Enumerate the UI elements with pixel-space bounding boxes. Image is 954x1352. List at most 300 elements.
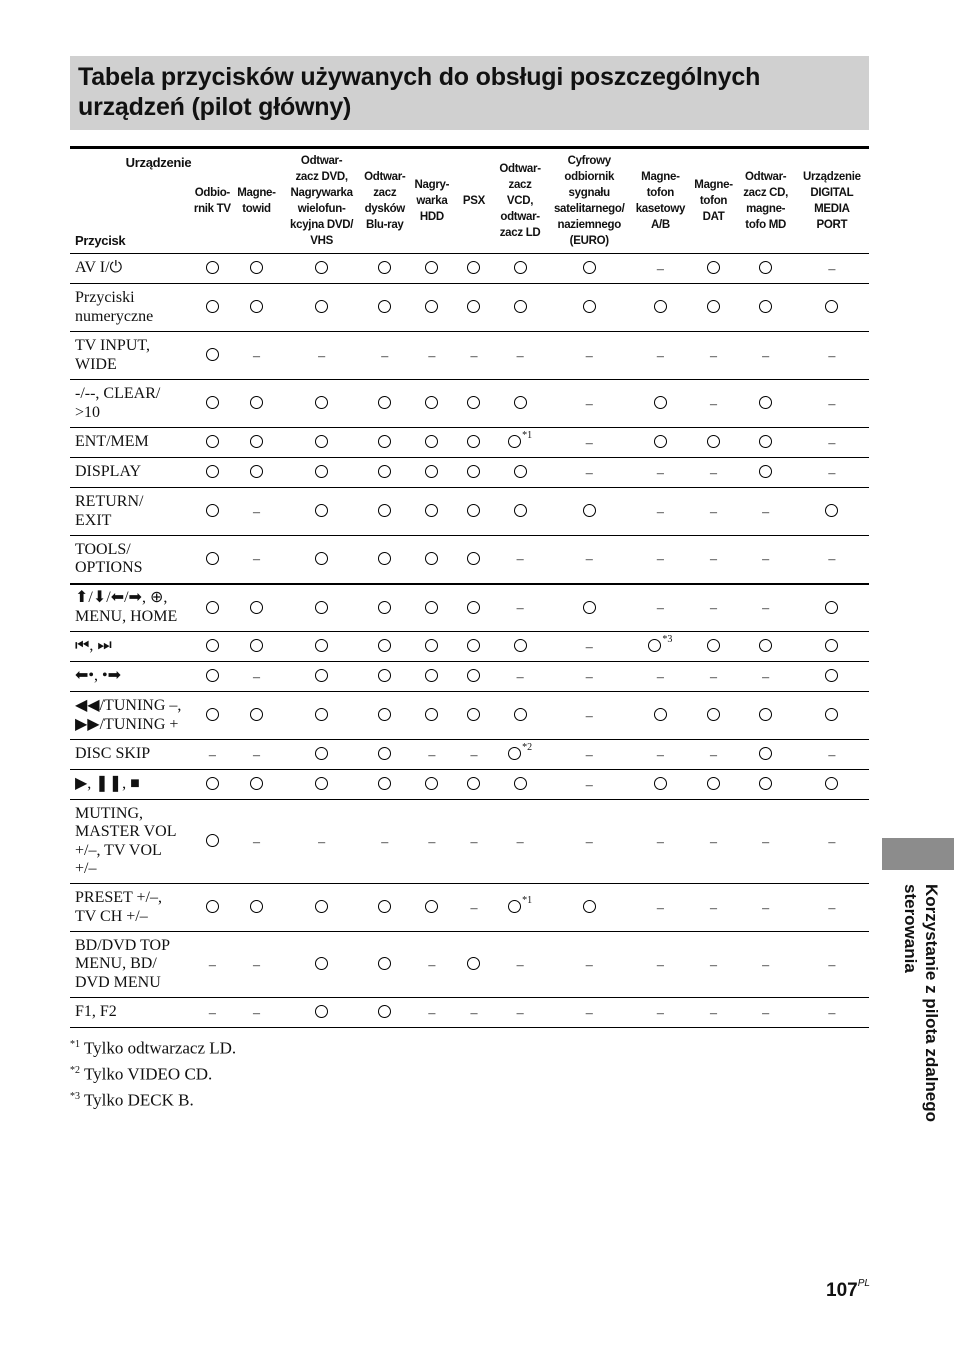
circle-icon <box>514 777 527 790</box>
unsupported-cell <box>231 662 281 692</box>
dash-mark: – <box>656 747 664 763</box>
supported-cell <box>282 536 362 584</box>
supported-cell <box>231 770 281 800</box>
unsupported-cell <box>456 998 492 1028</box>
circle-icon <box>759 396 772 409</box>
unsupported-cell <box>456 884 492 932</box>
circle-icon <box>759 261 772 274</box>
circle-icon <box>707 639 720 652</box>
circle-icon <box>467 601 480 614</box>
unsupported-cell <box>795 998 869 1028</box>
circle-icon <box>315 639 328 652</box>
circle-icon <box>759 747 772 760</box>
circle-icon <box>467 396 480 409</box>
circle-icon <box>467 639 480 652</box>
unsupported-cell <box>690 998 736 1028</box>
supported-cell <box>282 458 362 488</box>
supported-cell <box>408 884 456 932</box>
footnote-item <box>70 1034 236 1060</box>
circle-icon <box>425 465 438 478</box>
footnote-ref: *2 <box>522 741 533 753</box>
dash-mark: – <box>762 600 770 616</box>
dash-mark: – <box>762 1005 770 1021</box>
column-header: Magne- tofon kasetowy A/B <box>630 148 690 254</box>
circle-icon <box>425 669 438 682</box>
dash-mark: – <box>585 957 593 973</box>
column-header: Cyfrowy odbiornik sygnału satelitarnego/ naziemnego (EURO) <box>548 148 630 254</box>
circle-icon <box>425 708 438 721</box>
unsupported-cell <box>362 332 408 380</box>
dash-mark: – <box>470 834 478 850</box>
supported-cell <box>408 692 456 740</box>
dash-mark: – <box>762 900 770 916</box>
circle-icon <box>206 834 219 847</box>
dash-mark: – <box>208 957 216 973</box>
unsupported-cell <box>630 662 690 692</box>
table-row <box>70 692 869 740</box>
supported-cell <box>737 740 795 770</box>
supported-cell <box>408 254 456 284</box>
circle-icon <box>425 777 438 790</box>
supported-cell <box>795 692 869 740</box>
supported-cell <box>408 488 456 536</box>
unsupported-cell <box>548 692 630 740</box>
row-label: ENT/MEM <box>70 428 193 458</box>
circle-icon <box>250 601 263 614</box>
supported-cell <box>492 488 548 536</box>
unsupported-cell <box>690 932 736 998</box>
dash-mark: – <box>585 747 593 763</box>
unsupported-cell <box>795 800 869 884</box>
page-number <box>826 1280 870 1302</box>
circle-icon <box>378 957 391 970</box>
circle-icon <box>315 552 328 565</box>
row-label: -/--, CLEAR/ >10 <box>70 380 193 428</box>
supported-cell <box>193 488 231 536</box>
row-label: BD/DVD TOP MENU, BD/ DVD MENU <box>70 932 193 998</box>
unsupported-cell <box>690 332 736 380</box>
circle-icon <box>467 465 480 478</box>
supported-cell <box>362 632 408 662</box>
supported-cell <box>630 284 690 332</box>
unsupported-cell <box>492 584 548 632</box>
dash-mark: – <box>828 261 836 277</box>
page-number-suffix: PL <box>857 1278 870 1289</box>
unsupported-cell <box>492 662 548 692</box>
circle-icon <box>707 435 720 448</box>
row-label: ⏮, ⏭ <box>70 632 193 662</box>
dash-mark: – <box>585 777 593 793</box>
footnote-item <box>70 1060 236 1086</box>
dash-mark: – <box>710 396 718 412</box>
circle-icon <box>514 639 527 652</box>
circle-icon <box>206 261 219 274</box>
supported-cell <box>690 428 736 458</box>
footnote-ref: *3 <box>662 633 673 645</box>
circle-icon <box>378 777 391 790</box>
supported-cell <box>193 884 231 932</box>
circle-icon <box>425 639 438 652</box>
circle-icon <box>759 300 772 313</box>
dash-mark: – <box>252 747 260 763</box>
unsupported-cell <box>690 740 736 770</box>
row-label: AV I/⏻ <box>70 254 193 284</box>
supported-cell <box>456 380 492 428</box>
circle-icon <box>759 708 772 721</box>
circle-icon <box>206 504 219 517</box>
supported-cell <box>193 662 231 692</box>
supported-cell <box>231 692 281 740</box>
dash-mark: – <box>710 669 718 685</box>
dash-mark: – <box>585 669 593 685</box>
supported-cell <box>282 380 362 428</box>
column-header: Urządzenie DIGITAL MEDIA PORT <box>795 148 869 254</box>
supported-cell <box>193 284 231 332</box>
circle-icon <box>378 435 391 448</box>
supported-cell <box>282 488 362 536</box>
unsupported-cell <box>630 998 690 1028</box>
circle-icon <box>648 639 661 652</box>
dash-mark: – <box>252 504 260 520</box>
supported-cell <box>193 332 231 380</box>
unsupported-cell <box>630 332 690 380</box>
unsupported-cell <box>630 458 690 488</box>
unsupported-cell <box>737 584 795 632</box>
circle-icon <box>250 777 263 790</box>
supported-cell <box>362 458 408 488</box>
footnote-ref: *1 <box>522 429 533 441</box>
column-header: Nagry- warka HDD <box>408 148 456 254</box>
unsupported-cell <box>193 740 231 770</box>
corner-device-label: Urządzenie <box>125 155 192 170</box>
unsupported-cell <box>492 536 548 584</box>
table-row <box>70 584 869 632</box>
supported-cell <box>282 740 362 770</box>
circle-icon <box>467 435 480 448</box>
unsupported-cell <box>548 740 630 770</box>
supported-cell <box>690 254 736 284</box>
supported-cell <box>362 770 408 800</box>
footnote-text: Tylko odtwarzacz LD. <box>83 1038 237 1058</box>
unsupported-cell <box>690 380 736 428</box>
title-box <box>70 56 869 130</box>
table-row <box>70 884 869 932</box>
unsupported-cell <box>548 380 630 428</box>
supported-cell <box>193 380 231 428</box>
circle-icon <box>425 900 438 913</box>
dash-mark: – <box>656 261 664 277</box>
circle-icon <box>825 777 838 790</box>
dash-mark: – <box>710 348 718 364</box>
circle-icon <box>654 396 667 409</box>
unsupported-cell <box>795 884 869 932</box>
dash-mark: – <box>428 747 436 763</box>
dash-mark: – <box>252 552 260 568</box>
dash-mark: – <box>656 1005 664 1021</box>
dash-mark: – <box>252 669 260 685</box>
row-label: TOOLS/ OPTIONS <box>70 536 193 584</box>
dash-mark: – <box>252 348 260 364</box>
supported-cell <box>362 488 408 536</box>
page-title: Tabela przycisków używanych do obsługi poszczególnych urządzeń (pilot główny) <box>78 63 761 121</box>
supported-cell <box>193 632 231 662</box>
dash-mark: – <box>381 834 389 850</box>
dash-mark: – <box>516 348 524 364</box>
circle-icon <box>583 900 596 913</box>
circle-icon <box>654 300 667 313</box>
supported-cell <box>231 632 281 662</box>
unsupported-cell <box>231 800 281 884</box>
circle-icon <box>514 261 527 274</box>
dash-mark: – <box>470 900 478 916</box>
circle-icon <box>315 777 328 790</box>
unsupported-cell <box>456 740 492 770</box>
unsupported-cell <box>548 458 630 488</box>
unsupported-cell <box>630 932 690 998</box>
circle-icon <box>315 669 328 682</box>
supported-cell <box>690 284 736 332</box>
dash-mark: – <box>828 465 836 481</box>
supported-cell <box>193 458 231 488</box>
supported-cell <box>282 428 362 458</box>
unsupported-cell <box>737 332 795 380</box>
dash-mark: – <box>428 1005 436 1021</box>
supported-cell <box>362 584 408 632</box>
circle-icon <box>425 504 438 517</box>
circle-icon <box>583 504 596 517</box>
supported-cell <box>492 740 548 770</box>
dash-mark: – <box>516 957 524 973</box>
footnote-mark: *3 <box>70 1091 80 1103</box>
table-row <box>70 632 869 662</box>
unsupported-cell <box>690 884 736 932</box>
dash-mark: – <box>762 669 770 685</box>
dash-mark: – <box>252 957 260 973</box>
circle-icon <box>315 708 328 721</box>
unsupported-cell <box>408 740 456 770</box>
dash-mark: – <box>656 957 664 973</box>
supported-cell <box>737 632 795 662</box>
unsupported-cell <box>231 332 281 380</box>
supported-cell <box>548 488 630 536</box>
supported-cell <box>282 998 362 1028</box>
unsupported-cell <box>737 488 795 536</box>
circle-icon <box>378 465 391 478</box>
unsupported-cell <box>795 332 869 380</box>
circle-icon <box>467 669 480 682</box>
supported-cell <box>456 692 492 740</box>
circle-icon <box>378 1005 391 1018</box>
dash-mark: – <box>585 708 593 724</box>
circle-icon <box>467 300 480 313</box>
supported-cell <box>630 380 690 428</box>
circle-icon <box>315 396 328 409</box>
circle-icon <box>825 601 838 614</box>
footnotes <box>70 1034 236 1112</box>
unsupported-cell <box>408 932 456 998</box>
supported-cell <box>408 380 456 428</box>
supported-cell <box>408 284 456 332</box>
circle-icon <box>378 396 391 409</box>
dash-mark: – <box>656 504 664 520</box>
supported-cell <box>630 692 690 740</box>
row-label: ▶, ❚❚, ■ <box>70 770 193 800</box>
circle-icon <box>206 435 219 448</box>
unsupported-cell <box>231 998 281 1028</box>
dash-mark: – <box>828 552 836 568</box>
dash-mark: – <box>318 834 326 850</box>
supported-cell <box>492 458 548 488</box>
unsupported-cell <box>737 932 795 998</box>
column-header: Odtwar- zacz DVD, Nagrywarka wielofun- kcyjna DVD/ VHS <box>282 148 362 254</box>
supported-cell <box>282 632 362 662</box>
unsupported-cell <box>795 380 869 428</box>
circle-icon <box>425 396 438 409</box>
dash-mark: – <box>762 552 770 568</box>
circle-icon <box>425 261 438 274</box>
dash-mark: – <box>710 900 718 916</box>
supported-cell <box>492 284 548 332</box>
footnote-mark: *1 <box>70 1039 80 1050</box>
row-label: ⬆/⬇/⬅/➡, ⊕, MENU, HOME <box>70 584 193 632</box>
circle-icon <box>315 504 328 517</box>
circle-icon <box>707 261 720 274</box>
supported-cell <box>690 770 736 800</box>
supported-cell <box>362 284 408 332</box>
circle-icon <box>825 708 838 721</box>
supported-cell <box>408 536 456 584</box>
dash-mark: – <box>656 834 664 850</box>
supported-cell <box>492 254 548 284</box>
unsupported-cell <box>282 332 362 380</box>
unsupported-cell <box>630 740 690 770</box>
unsupported-cell <box>795 254 869 284</box>
dash-mark: – <box>585 552 593 568</box>
dash-mark: – <box>710 552 718 568</box>
supported-cell <box>737 380 795 428</box>
unsupported-cell <box>795 740 869 770</box>
button-device-table <box>70 146 869 1028</box>
circle-icon <box>315 747 328 760</box>
circle-icon <box>378 504 391 517</box>
supported-cell <box>456 428 492 458</box>
circle-icon <box>514 504 527 517</box>
unsupported-cell <box>737 662 795 692</box>
circle-icon <box>583 261 596 274</box>
dash-mark: – <box>470 747 478 763</box>
unsupported-cell <box>492 800 548 884</box>
dash-mark: – <box>762 834 770 850</box>
dash-mark: – <box>252 1005 260 1021</box>
dash-mark: – <box>585 396 593 412</box>
row-label: DISC SKIP <box>70 740 193 770</box>
supported-cell <box>408 584 456 632</box>
unsupported-cell <box>795 536 869 584</box>
dash-mark: – <box>470 1005 478 1021</box>
supported-cell <box>737 692 795 740</box>
circle-icon <box>378 639 391 652</box>
supported-cell <box>282 662 362 692</box>
circle-icon <box>654 708 667 721</box>
table-corner-cell <box>70 148 193 254</box>
circle-icon <box>206 396 219 409</box>
column-header: Magne- tofon DAT <box>690 148 736 254</box>
supported-cell <box>795 662 869 692</box>
supported-cell <box>795 488 869 536</box>
dash-mark: – <box>428 957 436 973</box>
dash-mark: – <box>828 396 836 412</box>
circle-icon <box>583 601 596 614</box>
supported-cell <box>795 284 869 332</box>
circle-icon <box>707 777 720 790</box>
circle-icon <box>315 435 328 448</box>
dash-mark: – <box>656 600 664 616</box>
supported-cell <box>492 770 548 800</box>
circle-icon <box>378 669 391 682</box>
unsupported-cell <box>690 800 736 884</box>
supported-cell <box>492 632 548 662</box>
table-row <box>70 284 869 332</box>
table-row <box>70 428 869 458</box>
supported-cell <box>408 662 456 692</box>
row-label: MUTING, MASTER VOL +/–, TV VOL +/– <box>70 800 193 884</box>
circle-icon <box>206 777 219 790</box>
footnote-mark: *2 <box>70 1065 80 1077</box>
unsupported-cell <box>492 932 548 998</box>
circle-icon <box>206 465 219 478</box>
circle-icon <box>425 435 438 448</box>
footnote-text: Tylko DECK B. <box>83 1090 194 1110</box>
footnote-ref: *1 <box>522 894 533 906</box>
side-tab-text: Korzystanie z pilota zdalnego sterowania <box>901 884 941 1123</box>
dash-mark: – <box>470 348 478 364</box>
unsupported-cell <box>231 740 281 770</box>
row-label: ◀◀/TUNING –, ▶▶/TUNING + <box>70 692 193 740</box>
supported-cell <box>362 254 408 284</box>
dash-mark: – <box>208 1005 216 1021</box>
dash-mark: – <box>710 600 718 616</box>
supported-cell <box>408 770 456 800</box>
dash-mark: – <box>828 348 836 364</box>
circle-icon <box>315 1005 328 1018</box>
circle-icon <box>378 900 391 913</box>
circle-icon <box>315 601 328 614</box>
unsupported-cell <box>408 998 456 1028</box>
row-label: TV INPUT, WIDE <box>70 332 193 380</box>
unsupported-cell <box>282 800 362 884</box>
supported-cell <box>362 884 408 932</box>
circle-icon <box>654 435 667 448</box>
dash-mark: – <box>710 957 718 973</box>
table-row <box>70 458 869 488</box>
column-header: Odtwar- zacz VCD, odtwar- zacz LD <box>492 148 548 254</box>
dash-mark: – <box>656 900 664 916</box>
table-row <box>70 740 869 770</box>
dash-mark: – <box>828 435 836 451</box>
supported-cell <box>362 662 408 692</box>
supported-cell <box>362 740 408 770</box>
dash-mark: – <box>656 552 664 568</box>
dash-mark: – <box>318 348 326 364</box>
dash-mark: – <box>828 1005 836 1021</box>
supported-cell <box>456 584 492 632</box>
unsupported-cell <box>630 584 690 632</box>
unsupported-cell <box>231 932 281 998</box>
supported-cell <box>795 770 869 800</box>
circle-icon <box>759 435 772 448</box>
unsupported-cell <box>548 662 630 692</box>
column-header: Odbio- rnik TV <box>193 148 231 254</box>
